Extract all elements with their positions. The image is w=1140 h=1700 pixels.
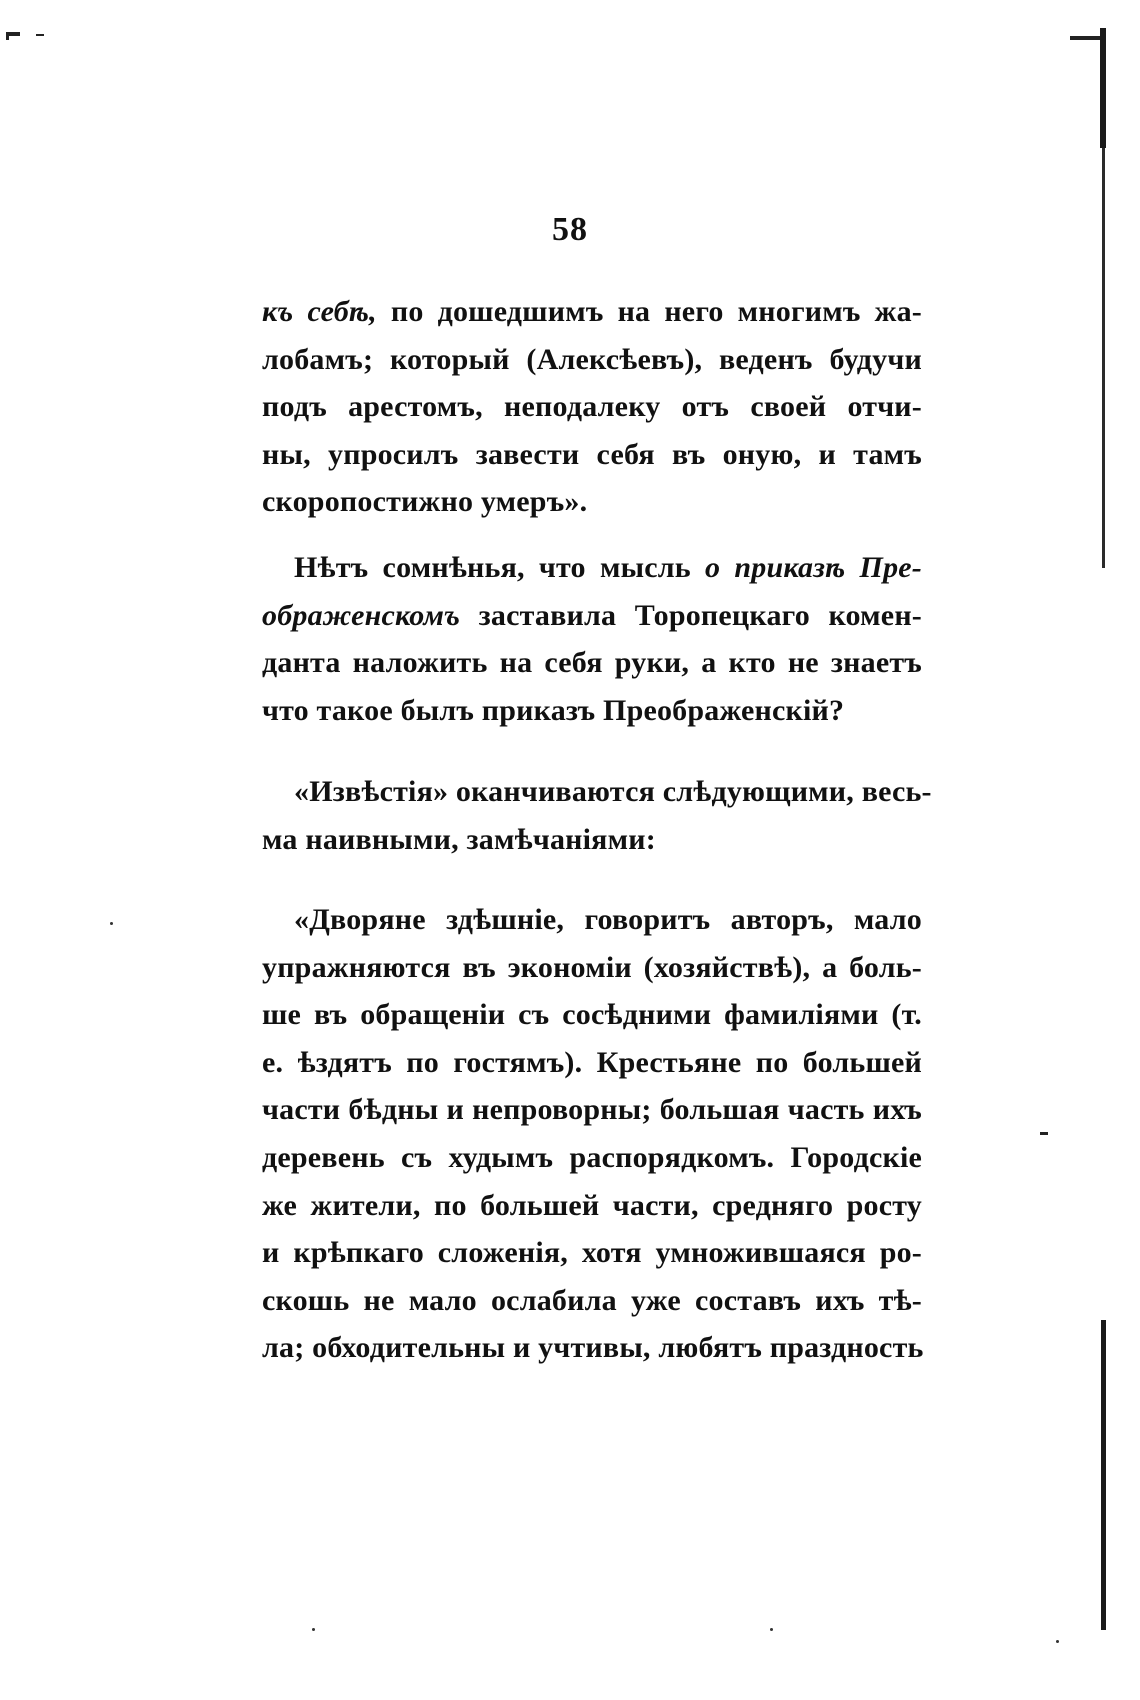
text-line: скошь не мало ослабила уже составъ ихъ тѣ- <box>262 1283 922 1317</box>
italic-phrase: о приказѣ Пре- <box>705 551 923 584</box>
page-number: 58 <box>552 211 588 248</box>
scan-speck <box>312 1628 315 1631</box>
scan-mark-top-right <box>1070 36 1100 40</box>
scan-speck <box>1056 1640 1059 1643</box>
text-line <box>262 544 922 592</box>
text-line: ны, упросилъ завести себя въ оную, и тамъ <box>262 437 922 471</box>
text-line: ше въ обращеніи съ сосѣдними фамиліями (т. <box>262 998 922 1032</box>
text-line: и крѣпкаго сложенія, хотя умножившаяся ро- <box>262 1236 922 1270</box>
italic-phrase: ображенскомъ <box>262 598 461 632</box>
scan-speck <box>770 1628 773 1631</box>
text-line: ла; обходительны и учтивы, любятъ праздность <box>262 1331 924 1365</box>
text-line <box>262 592 922 640</box>
scan-speck <box>110 922 113 925</box>
text-line: части бѣдны и непроворны; большая часть ихъ <box>262 1093 922 1127</box>
scan-mark-right-dash <box>1040 1132 1048 1135</box>
paragraph-izvestiya <box>262 768 932 863</box>
text-line: деревень съ худымъ распорядкомъ. Городскіе <box>262 1140 922 1174</box>
text-line: же жители, по большей части, средняго росту <box>262 1188 922 1222</box>
text-line: ма наивными, замѣчаніями: <box>262 822 656 856</box>
text-line: е. ѣздятъ по гостямъ). Крестьяне по большей <box>262 1045 922 1079</box>
text-line <box>262 288 922 336</box>
scan-edge-shadow-lower <box>1101 1320 1106 1630</box>
text-line: что такое былъ приказъ Преображенскій? <box>262 693 845 727</box>
text-line: лобамъ; который (Алексѣевъ), веденъ будучи <box>262 342 922 376</box>
paragraph-preobrazhensky <box>262 544 922 734</box>
line-text: заставила Торопецкаго комен- <box>460 598 922 632</box>
scan-mark-top-left-tick <box>6 32 9 40</box>
line-text: Нѣтъ сомнѣнья, что мысль <box>294 551 706 584</box>
text-line: «Извѣстія» оканчиваются слѣдующими, весь- <box>294 775 932 808</box>
paragraph-continuation <box>262 288 922 526</box>
scan-mark-top-left-dash <box>36 34 44 36</box>
scan-edge-shadow-top <box>1100 28 1106 148</box>
text-line: упражняются въ экономіи (хозяйствѣ), а боль- <box>262 950 922 984</box>
text-line: скоропостижно умеръ». <box>262 485 588 519</box>
text-line: данта наложить на себя руки, а кто не знаетъ <box>262 646 922 680</box>
line-text: по дошедшимъ на него многимъ жа- <box>376 295 922 328</box>
italic-phrase: къ себѣ, <box>262 295 377 328</box>
paragraph-quotation <box>262 896 922 1372</box>
text-line: «Дворяне здѣшніе, говоритъ авторъ, мало <box>294 903 922 936</box>
scan-edge-shadow-upper <box>1102 148 1105 568</box>
text-line: подъ арестомъ, неподалеку отъ своей отчи- <box>262 390 922 424</box>
